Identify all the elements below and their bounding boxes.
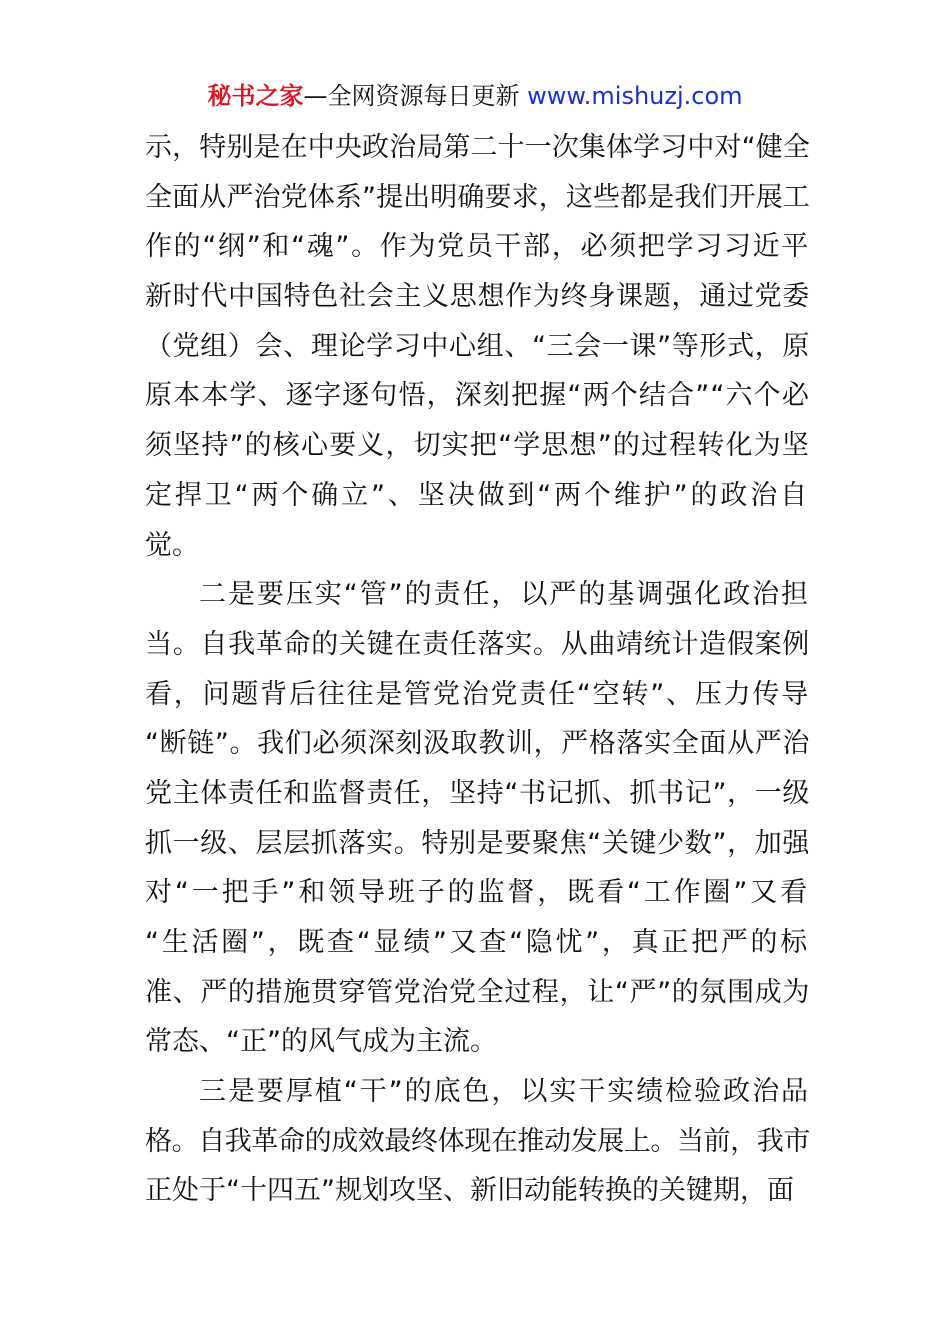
text-line: 全面从严治党体系”提出明确要求，这些都是我们开展工 bbox=[145, 181, 810, 213]
site-header bbox=[0, 80, 950, 112]
text-line: 定捍卫“两个确立”、坚决做到“两个维护”的政治自 bbox=[145, 479, 810, 511]
text-line: 常态、“正”的风气成为主流。 bbox=[145, 1026, 497, 1058]
text-line: 当。自我革命的关键在责任落实。从曲靖统计造假案例 bbox=[145, 628, 810, 660]
document-body bbox=[145, 123, 810, 1216]
text-line: 抓一级、层层抓落实。特别是要聚焦“关键少数”，加强 bbox=[145, 827, 810, 859]
text-line: 原本本学、逐字逐句悟，深刻把握“两个结合”“六个必 bbox=[145, 380, 810, 412]
text-line: 格。自我革命的成效最终体现在推动发展上。当前，我市 bbox=[145, 1125, 810, 1157]
text-line: 示，特别是在中央政治局第二十一次集体学习中对“健全 bbox=[145, 132, 810, 163]
paragraph-start-line: 二是要压实“管”的责任，以严的基调强化政治担 bbox=[199, 579, 810, 611]
text-line: “断链”。我们必须深刻汲取教训，严格落实全面从严治 bbox=[145, 728, 810, 760]
text-line: 新时代中国特色社会主义思想作为终身课题，通过党委 bbox=[145, 281, 810, 313]
text-line: （党组）会、理论学习中心组、“三会一课”等形式，原 bbox=[145, 330, 810, 362]
text-line: 准、严的措施贯穿管党治党全过程，让“严”的氛围成为 bbox=[145, 976, 810, 1008]
text-line: 看，问题背后往往是管党治党责任“空转”、压力传导 bbox=[145, 678, 810, 710]
site-url-link[interactable]: www.mishuzj.com bbox=[527, 82, 743, 110]
text-line: “生活圈”，既查“显绩”又查“隐忧”，真正把严的标 bbox=[145, 927, 810, 958]
site-name: 秘书之家 bbox=[207, 82, 304, 110]
text-line: 须坚持”的核心要义，切实把“学思想”的过程转化为坚 bbox=[145, 430, 810, 462]
text-line: 党主体责任和监督责任，坚持“书记抓、抓书记”，一级 bbox=[145, 777, 810, 809]
text-line: 对“一把手”和领导班子的监督，既看“工作圈”又看 bbox=[145, 877, 810, 909]
text-line: 觉。 bbox=[145, 529, 199, 561]
text-line: 作的“纲”和“魂”。作为党员干部，必须把学习习近平 bbox=[145, 231, 810, 263]
site-tagline: —全网资源每日更新 bbox=[303, 82, 528, 110]
text-line: 正处于“十四五”规划攻坚、新旧动能转换的关键期，面 bbox=[145, 1175, 794, 1207]
paragraph-start-line: 三是要厚植“干”的底色，以实干实绩检验政治品 bbox=[199, 1076, 810, 1108]
